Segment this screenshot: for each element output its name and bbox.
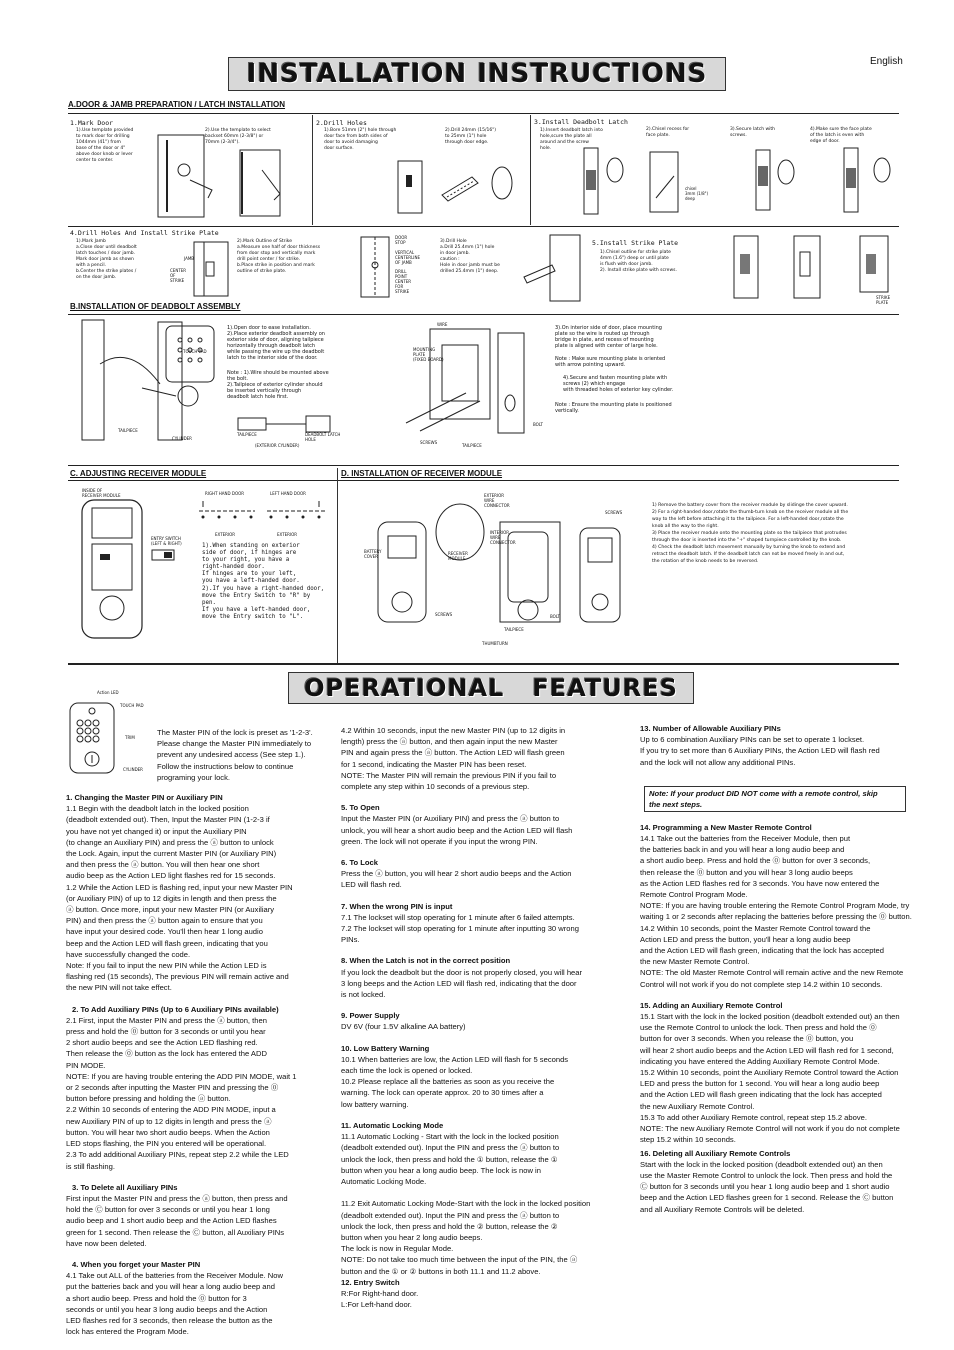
drill-jamb-illustration bbox=[520, 233, 590, 303]
column-3 bbox=[640, 723, 940, 1215]
step4-text2: 2).Mark Outline of Strike a.Measure one half of door thickness from door stop and vertically mark drill point center / for strike. b.Place strike in position and mark outline of strike plate. bbox=[237, 239, 321, 274]
vertical-centerline-label: VERTICAL CENTERLINE OF JAMB bbox=[395, 250, 420, 265]
divider bbox=[337, 468, 338, 663]
step3-text1: 1).Insert deadbolt latch into hole,scure the plate all around and the screw hole. bbox=[540, 128, 603, 151]
section-16-heading: 16. Deleting all Auxiliary Remote Controls bbox=[640, 1148, 791, 1158]
section-14-heading: 14. Programming a New Master Remote Control bbox=[640, 822, 812, 832]
deadbolt-hole-label: DEADBOLT LATCH HOLE bbox=[305, 432, 341, 442]
door-stop-label: DOOR STOP bbox=[395, 235, 408, 245]
section-b-note2: Note : Make sure mounting plate is oriented with arrow pointing upward. bbox=[555, 356, 666, 368]
step1-text2: 2).Use the template to select backset 60mm (2-3/8") or 70mm (2-3/4"). bbox=[205, 128, 271, 145]
divider bbox=[68, 314, 899, 315]
mounting-plate-illustration bbox=[400, 323, 550, 441]
section-5-body: Input the Master PIN (or Auxiliary PIN) and press the ⓐ button to unlock, you will hear a short audio beep and the Action LED will flash green. The lock will not operate if you input the wrong PIN. bbox=[341, 814, 573, 846]
touch-pad-label: TOUCH PAD bbox=[183, 349, 207, 354]
right-hand-door-label: RIGHT HAND DOOR bbox=[205, 491, 245, 496]
operational-title: OPERATIONAL FEATURES bbox=[288, 672, 694, 704]
exterior-cylinder-label: (EXTERIOR CYLINDER) bbox=[255, 443, 300, 448]
step3-text2: 2).Chisel recess for face plate. bbox=[646, 127, 690, 138]
section-c-text2: 2).If you have a right-handed door, move the Entry Switch to "R" by pen. If you have a left-handed door, move the Entry switch to "L". bbox=[202, 586, 325, 620]
section-14-body: 14.1 Take out the batteries from the Receiver Module, then put the batteries back in and you will hear a long audio beep and a short audio beep. Press and hold the ⓪ button for over 3 seconds, then release the ⓪ button and you will hear 3 long audio beeps as the Action LED flashes red for 3 seconds. You have now entered the Remote Control Program Mode. NOTE: If you are having trouble entering the Remote Control Program Mode, try waiting 1 or 2 seconds after replacing the batteries before pressing the ⓪ button. 14.2 Within 10 seconds, point the Master Remote Control toward the Action LED and press the button, you'll hear a long audio beep and the Action LED will flash green, indicating that the lock has accepted the new Master Remote Control. NOTE: The old Master Remote Control will remain active and the new Remote Control will not work if you do not complete step 14.2 within 10 seconds. bbox=[640, 834, 912, 989]
exterior-label-2: EXTERIOR bbox=[277, 532, 298, 537]
section-15-heading: 15. Adding an Auxiliary Remote Control bbox=[640, 1000, 783, 1010]
step4-title: 4.Drill Holes And Install Strike Plate bbox=[70, 229, 219, 237]
touch-pad-label-op: TOUCH PAD bbox=[120, 703, 144, 708]
section-5-heading: 5. To Open bbox=[341, 803, 380, 813]
divider bbox=[68, 113, 899, 114]
interior-wire-connector-label: INTERIOR WIRE CONNECTOR bbox=[490, 530, 516, 545]
section-1-body: 1.1 Begin with the deadbolt latch in the locked position (deadbolt extended out). Then, Input the Master PIN (1-2-3 if you have not yet changed it) or input the Auxiliary PIN (to change an Auxiliary PIN) and press the ⓐ button to unlock the Lock. Again, input the current Master PIN (or Auxiliary PIN) and then press the ⓐ button. You will then hear one short audio beep as the Action LED light flashes red for 15 seconds. 1.2 While the Action LED is flashing red, input your new Master PIN (or Auxiliary PIN) of up to 12 digits in length and then press the ⓐ button. Once more, input your new Master PIN (or Auxiliary PIN) and then press the ⓐ button again to ensure that you have input your desired code. You'll then hear 1 long audio beep and the Action LED will flash green, indicating that you have successfully changed the code. Note: If you fail to input the new PIN while the Action LED is flashing red (15 seconds), The previous PIN will remain active and the new PIN will not take effect. bbox=[66, 804, 293, 993]
section-15-body: 15.1 Start with the lock in the locked position (deadbolt extended out) an then use the Remote Control to unlock the lock. Then press and hold the ⓪ button for over 3 seconds. When you release the ⓪ button, you will hear 2 short audio beeps and the Action LED will flash red for 1 second, indicating you have entered the Adding Auxiliary Remote Control Mode. 15.2 Within 10 seconds, point the Auxiliary Remote Control toward the Action LED and press the button for 1 second. You will hear a long audio beep and the Action LED will flash green indicating that the lock has accepted the new Auxiliary Remote Control. 15.3 To add other Auxiliary Remote control, repeat step 15.2 above. NOTE: The new Auxiliary Remote Control will not work if you do not complete step 15.2 within 10 seconds. bbox=[640, 1012, 900, 1145]
step2-text1: 1).Bore 51mm (2") hole through door face from both sides of door to avoid damaging door surface. bbox=[324, 128, 397, 151]
section-12-heading: 12. Entry Switch bbox=[341, 1277, 400, 1287]
section-13-body: Up to 6 combination Auxiliary PINs can be set to operate 1 lockset. If you try to set more than 6 Auxiliary PINs, the Action LED will flash red and the lock will not allow any additional PINs. bbox=[640, 735, 880, 767]
step5-title: 5.Install Strike Plate bbox=[592, 239, 679, 247]
section-b-note3: Note : Ensure the mounting plate is positioned vertically. bbox=[555, 402, 672, 414]
section-11-body: 11.1 Automatic Locking - Start with the lock in the locked position (deadbolt extended out). Input the PIN and press the ⓐ button to unlock the lock, then press and hold the ① button, release the ① button when you hear a long audio beep. The lock is now in Automatic Locking Mode. 11.2 Exit Automatic Locking Mode-Start with the lock in the locked position (deadbolt extended out). Input the PIN and press the ⓐ button to unlock the lock, then press and hold the ② button, release the ② button when you hear 2 long audio beeps. The lock is now in Regular Mode. NOTE: Do not take too much time between the input of the PIN, the ⓐ button and the ① or ② buttons in both 11.1 and 11.2 above. bbox=[341, 1132, 591, 1276]
column-2 bbox=[341, 725, 636, 1310]
step3-text3: 3).Secure latch with screws. bbox=[730, 127, 776, 138]
mark-jamb-illustration bbox=[186, 238, 236, 298]
deadbolt-assembly-illustration bbox=[80, 318, 230, 448]
exterior-label-1: EXTERIOR bbox=[215, 532, 236, 537]
chisel-label: chisel 3mm (1/8") deep bbox=[685, 186, 709, 201]
section-13-heading: 13. Number of Allowable Auxiliary PINs bbox=[640, 724, 781, 733]
intro-text: The Master PIN of the lock is preset as '1-2-3'. Please change the Master PIN immediately to prevent any undesired access (See step 1.). Follow the instructions below to continue programing your lock. bbox=[157, 728, 313, 782]
wire-label: WIRE bbox=[437, 322, 448, 327]
section-c-text1: 1).When standing on exterior side of door, if hinges are to your right, you have a right-handed door. If hinges are to your left, you have a left-handed door. bbox=[202, 543, 300, 584]
section-a-header: A.DOOR & JAMB PREPARATION / LATCH INSTALLATION bbox=[68, 100, 286, 109]
section-1-heading: 1. Changing the Master PIN or Auxiliary PIN bbox=[66, 793, 223, 802]
section-9-heading: 9. Power Supply bbox=[341, 1011, 400, 1021]
keypad-illustration bbox=[64, 695, 124, 775]
section-8-body: If you lock the deadbolt but the door is not properly closed, you will hear 3 long beeps and the Action LED will flash red, indicating that the door is not locked. bbox=[341, 967, 583, 1000]
tailpiece-label-2: TAILPIECE bbox=[237, 432, 257, 437]
section-2-heading: 2. To Add Auxiliary PINs (Up to 6 Auxiliary PINs available) bbox=[72, 1004, 279, 1014]
section-3-body: First input the Master PIN and press the ⓐ button, then press and hold the Ⓒ button for over 3 seconds or until you hear 1 long audio beep and 1 short audio beep and the Action LED flashes green for 1 second. Then release the Ⓒ button, all Auxiliary PINs have now been deleted. bbox=[66, 1193, 288, 1248]
section-4-body: 4.1 Take out ALL of the batteries from the Receiver Module. Now put the batteries back and you will hear a long audio beep and a short audio beep. Press and hold the ⓪ button for 3 seconds or until you hear 3 long audio beeps and the Action LED flashes red for 3 seconds, then release the button as the lock has entered the Program Mode. bbox=[66, 1271, 283, 1337]
step3-text4: 4).Make sure the face plate of the latch is even with edge of door. bbox=[810, 127, 872, 144]
mounting-plate-label: MOUNTING PLATE (FIXED BOARD) bbox=[413, 347, 444, 362]
cylinder-label: CYLINDER bbox=[172, 436, 192, 441]
section-3-heading: 3. To Delete all Auxiliary PINs bbox=[72, 1182, 178, 1192]
door-hand-illustration bbox=[195, 497, 335, 533]
section-8-heading: 8. When the Latch is not in the correct position bbox=[341, 956, 511, 966]
section-10-body: 10.1 When batteries are low, the Action LED will flash for 5 seconds each time the lock is opened or locked. 10.2 Please replace all the batteries as soon as you receive the warning. The lock can operate approx. 20 to 30 times after a low battery warning. bbox=[341, 1054, 569, 1109]
step1-text1: 1).Use template provided to mark door for drilling 1044mm (41") from base of the door or 4" above door knob or lever center to center. bbox=[76, 128, 134, 163]
section-10-heading: 10. Low Battery Warning bbox=[341, 1043, 430, 1053]
section-d-header: D. INSTALLATION OF RECEIVER MODULE bbox=[341, 469, 503, 478]
step5-text: 1).Chisel outline for strike plate 4mm (1.6") deep or until plate is flush with door jamb. 2). Install strike plate with screws. bbox=[600, 250, 677, 273]
strike-plate-label: STRIKE PLATE bbox=[876, 295, 891, 305]
left-hand-door-label: LEFT HAND DOOR bbox=[270, 491, 306, 496]
section-b-text3: 4).Secure and fasten mounting plate with screws (2) which engage with threaded holes of exterior key cylinder. bbox=[563, 375, 674, 393]
section-b-text1: 1).Open door to ease installation. 2).Place exterior deadbolt assembly on exterior side of door, aligning tailpiece horizontally through deadbolt latch while passing the wire up the deadbolt latch to the interior side of the door. bbox=[227, 325, 325, 361]
strike-plate-illustration bbox=[720, 232, 900, 302]
step2-title: 2.Drill Holes bbox=[316, 119, 367, 127]
page-title: INSTALLATION INSTRUCTIONS bbox=[228, 57, 726, 91]
tailpiece-label: TAILPIECE bbox=[118, 428, 138, 433]
section-16-body: Start with the lock in the locked position (deadbolt extended out) an then use the Master Remote Control to unlock the lock. Then press and hold the Ⓒ button for 3 seconds until you hear 1 long audio beep and 1 short audio beep and the Action LED flashes green for 1 second. Release the Ⓒ button and all Auxiliary Remote Controls will be deleted. bbox=[640, 1159, 894, 1214]
tailpiece-label-d: TAILPIECE bbox=[504, 627, 524, 632]
step4-text3: 3).Drill Hole a.Drill 25.4mm (1") hole in door jamb. caution : Hole in door jamb must be drilled 25.4mm (1") deep. bbox=[440, 239, 500, 274]
divider bbox=[68, 465, 899, 466]
drill-holes-illustration bbox=[392, 155, 527, 220]
section-6-body: Press the ⓐ button, you will hear 2 short audio beeps and the Action LED will flash red. bbox=[341, 869, 572, 890]
divider bbox=[530, 115, 531, 225]
step2-text2: 2).Drill 24mm (15/16") to 25mm (1") hole through door edge. bbox=[445, 128, 497, 145]
section-4-2-body: 4.2 Within 10 seconds, input the new Master PIN (up to 12 digits in length) press the ⓐ button, and then again input the new Master PIN and again press the ⓐ button. The Action LED will flash green for 1 second, indicating the Master PIN has been reset. NOTE: The Master PIN will remain the previous PIN if you fail to complete any step within 10 seconds of a previous step. bbox=[341, 726, 566, 792]
section-b-text2: 3).On interior side of door, place mounting plate so the wire is routed up through bridge in plate, and recess of mounting plate is aligned with center of large hole. bbox=[555, 325, 662, 349]
column-1 bbox=[66, 792, 341, 1337]
screws-label-d: SCREWS bbox=[605, 510, 623, 515]
tailpiece-label-3: TAILPIECE bbox=[462, 443, 482, 448]
trim-label: TRIM bbox=[125, 735, 135, 740]
remote-note: Note: If your product DID NOT come with a remote control, skip the next steps. bbox=[644, 786, 906, 812]
section-4-heading: 4. When you forget your Master PIN bbox=[72, 1259, 201, 1269]
section-d-steps: 1) Remove the battery cover from the receiver module by slidinge the cover upward. 2) For a right-handed door,rotate the thumb-turn knob on the receiver module all the way to the left before attaching it to the tailpiece. For a left-handed door,rotate the knob all the way to the right. 3) Place the receiver module onto the mounting plate so the tailpiece that protrudes through the door is inserted into the "+" shaped turnpiece controlled by the knob. 4) Check the deadbolt latch movement manually by turning the knob to extend and retract the deadbolt latch. If the deadbolt latch can not be moved freely in and out, the rotation of the knob needs to be reversed. bbox=[652, 503, 849, 564]
section-7-body: 7.1 The lockset will stop operating for 1 minute after 6 failed attempts. 7.2 The lockset will stop operating for 1 minute after inputting 30 wrong PINs. bbox=[341, 912, 579, 945]
cylinder-label-op: CYLINDER bbox=[123, 767, 143, 772]
mark-door-illustration bbox=[150, 130, 305, 220]
divider bbox=[312, 115, 313, 225]
bolt-label: BOLT bbox=[533, 422, 543, 427]
battery-cover-label: BATTERY COVER bbox=[364, 549, 382, 559]
drill-point-label: DRILL POINT CENTER FOR STRIKE bbox=[395, 269, 412, 294]
divider bbox=[68, 226, 899, 227]
step1-title: 1.Mark Door bbox=[70, 119, 114, 127]
bolt-label-d: BOLT bbox=[550, 614, 560, 619]
thumbturn-label: THUMBTURN bbox=[482, 641, 508, 646]
exterior-wire-connector-label: EXTERIOR WIRE CONNECTOR bbox=[484, 493, 510, 508]
section-11-heading: 11. Automatic Locking Mode bbox=[341, 1120, 444, 1130]
install-latch-illustration bbox=[570, 140, 900, 220]
section-9-body: DV 6V (four 1.5V alkaline AA battery) bbox=[341, 1022, 466, 1032]
section-7-heading: 7. When the wrong PIN is input bbox=[341, 901, 453, 911]
section-b-note1: Note : 1).Wire should be mounted above the bolt. 2).Tailpiece of exterior cylinder should be inserted vertically through deadbolt latch hole first. bbox=[227, 370, 329, 400]
divider bbox=[68, 480, 899, 481]
action-led-label: Action LED bbox=[97, 690, 119, 695]
step4-text1: 1).Mark Jamb a.Close door until deadbolt latch touches / door jamb. Mark door jamb as shown with a pencil. b.Center the strike plates / on the door jamb. bbox=[76, 239, 137, 280]
section-6-heading: 6. To Lock bbox=[341, 858, 378, 868]
inside-receiver-label: INSIDE OF RECEIVER MODULE bbox=[82, 488, 121, 498]
section-b-header: B.INSTALLATION OF DEADBOLT ASSEMBLY bbox=[70, 302, 241, 311]
center-strike-label: CENTER OF STRIKE bbox=[170, 268, 187, 283]
screws-label: SCREWS bbox=[420, 440, 438, 445]
language-label: English bbox=[870, 56, 903, 67]
entry-switch-label: ENTRY SWITCH (LEFT & RIGHT) bbox=[151, 536, 182, 546]
receiver-module-label: RECEIVER MODULE bbox=[448, 551, 468, 561]
entry-switch-illustration bbox=[150, 548, 186, 564]
receiver-module-illustration bbox=[78, 498, 148, 643]
strike-outline-illustration bbox=[355, 235, 395, 300]
divider bbox=[68, 663, 899, 665]
step3-title: 3.Install Deadbolt Latch bbox=[534, 118, 628, 126]
section-2-body: 2.1 First, input the Master PIN and press the ⓐ button, then press and hold the ⓪ button for 3 seconds or until you hear 2 short audio beeps and see the Action LED flashing red. Then release the ⓪ button as the lock has entered the ADD PIN MODE. NOTE: If you are having trouble entering the ADD PIN MODE, wait 1 or 2 seconds after inputting the Master PIN and pressing the ⓪ button before pressing and holding the ⓐ button. 2.2 Within 10 seconds of entering the ADD PIN MODE, input a new Auxiliary PIN of up to 12 digits in length and press the ⓐ button. You will hear two short audio beeps. When the Action LED stops flashing, the PIN you entered will be operational. 2.3 To add additional Auxiliary PINs, repeat step 2.2 while the LED is still flashing. bbox=[66, 1015, 297, 1171]
jamb-label: JAMB bbox=[184, 256, 195, 261]
section-12-body: R:For Right-hand door. L:For Left-hand door. bbox=[341, 1288, 419, 1310]
section-c-header: C. ADJUSTING RECEIVER MODULE bbox=[70, 469, 207, 478]
screws-label-d2: SCREWS bbox=[435, 612, 453, 617]
